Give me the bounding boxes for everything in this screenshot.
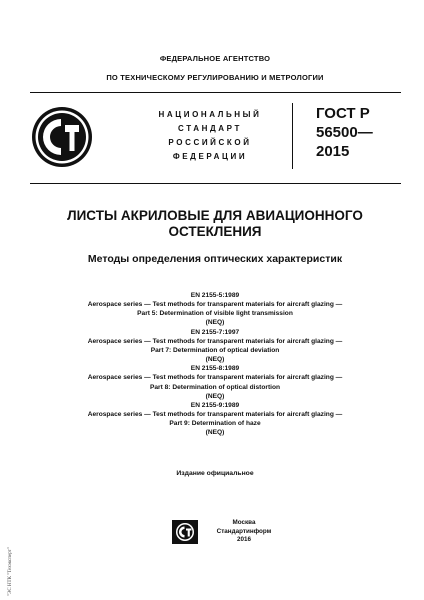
standard-reference <box>30 291 400 328</box>
standard-reference <box>30 401 400 438</box>
national-standard-label <box>140 108 280 164</box>
vertical-divider <box>292 103 293 169</box>
document-title <box>30 208 400 240</box>
standard-part: Part 7: Determination of optical deviation <box>150 346 280 354</box>
document-subtitle: Методы определения оптических характеристик <box>87 253 343 265</box>
standard-equivalence: (NEQ) <box>205 319 225 327</box>
standard-designation <box>316 104 373 161</box>
standard-series: Aerospace series — Test methods for transparent materials for aircraft glazing — <box>87 374 343 382</box>
standard-part: Part 5: Determination of visible light transmission <box>137 310 293 318</box>
gost-r-emblem-icon <box>30 105 94 169</box>
standard-equivalence: (NEQ) <box>205 392 225 400</box>
publication-year: 2016 <box>236 536 251 544</box>
national-line: СТАНДАРТ <box>178 124 242 133</box>
standartinform-logo-icon <box>170 519 200 545</box>
publisher-city: Москва <box>232 519 256 526</box>
designation-line: 2015 <box>316 143 350 160</box>
top-divider <box>30 92 401 93</box>
standard-series: Aerospace series — Test methods for transparent materials for aircraft glazing — <box>87 301 343 309</box>
standard-code: EN 2155-7:1997 <box>190 328 240 336</box>
standard-code: EN 2155-5:1989 <box>190 292 240 299</box>
standard-equivalence: (NEQ) <box>205 429 225 437</box>
publisher-imprint <box>209 519 279 545</box>
standard-code: EN 2155-8:1989 <box>190 365 240 373</box>
title-line: ЛИСТЫ АКРИЛОВЫЕ ДЛЯ АВИАЦИОННОГО <box>67 208 363 223</box>
title-line: ОСТЕКЛЕНИЯ <box>168 224 262 239</box>
referenced-standards <box>30 291 400 438</box>
national-line: РОССИЙСКОЙ <box>168 138 252 147</box>
side-watermark: "ЭС НТК "Техэксперт" <box>8 547 13 596</box>
national-line: НАЦИОНАЛЬНЫЙ <box>158 110 262 119</box>
standard-equivalence: (NEQ) <box>205 356 225 364</box>
header-divider <box>30 183 401 184</box>
publisher-name: Стандартинформ <box>216 527 272 535</box>
standard-series: Aerospace series — Test methods for transparent materials for aircraft glazing — <box>87 337 343 345</box>
standard-series: Aerospace series — Test methods for transparent materials for aircraft glazing — <box>87 411 343 419</box>
standard-part: Part 8: Determination of optical distortion <box>149 383 281 391</box>
national-line: ФЕДЕРАЦИИ <box>172 152 248 161</box>
designation-line: ГОСТ Р <box>316 105 370 122</box>
standard-reference <box>30 364 400 401</box>
standard-reference <box>30 328 400 365</box>
standard-code: EN 2155-9:1989 <box>190 401 240 409</box>
agency-line-2: ПО ТЕХНИЧЕСКОМУ РЕГУЛИРОВАНИЮ И МЕТРОЛОГИИ <box>106 73 324 82</box>
standard-part: Part 9: Determination of haze <box>169 420 261 428</box>
agency-line-1: ФЕДЕРАЛЬНОЕ АГЕНТСТВО <box>159 54 271 63</box>
edition-label: Издание официальное <box>176 470 254 477</box>
designation-line: 56500— <box>316 124 373 141</box>
